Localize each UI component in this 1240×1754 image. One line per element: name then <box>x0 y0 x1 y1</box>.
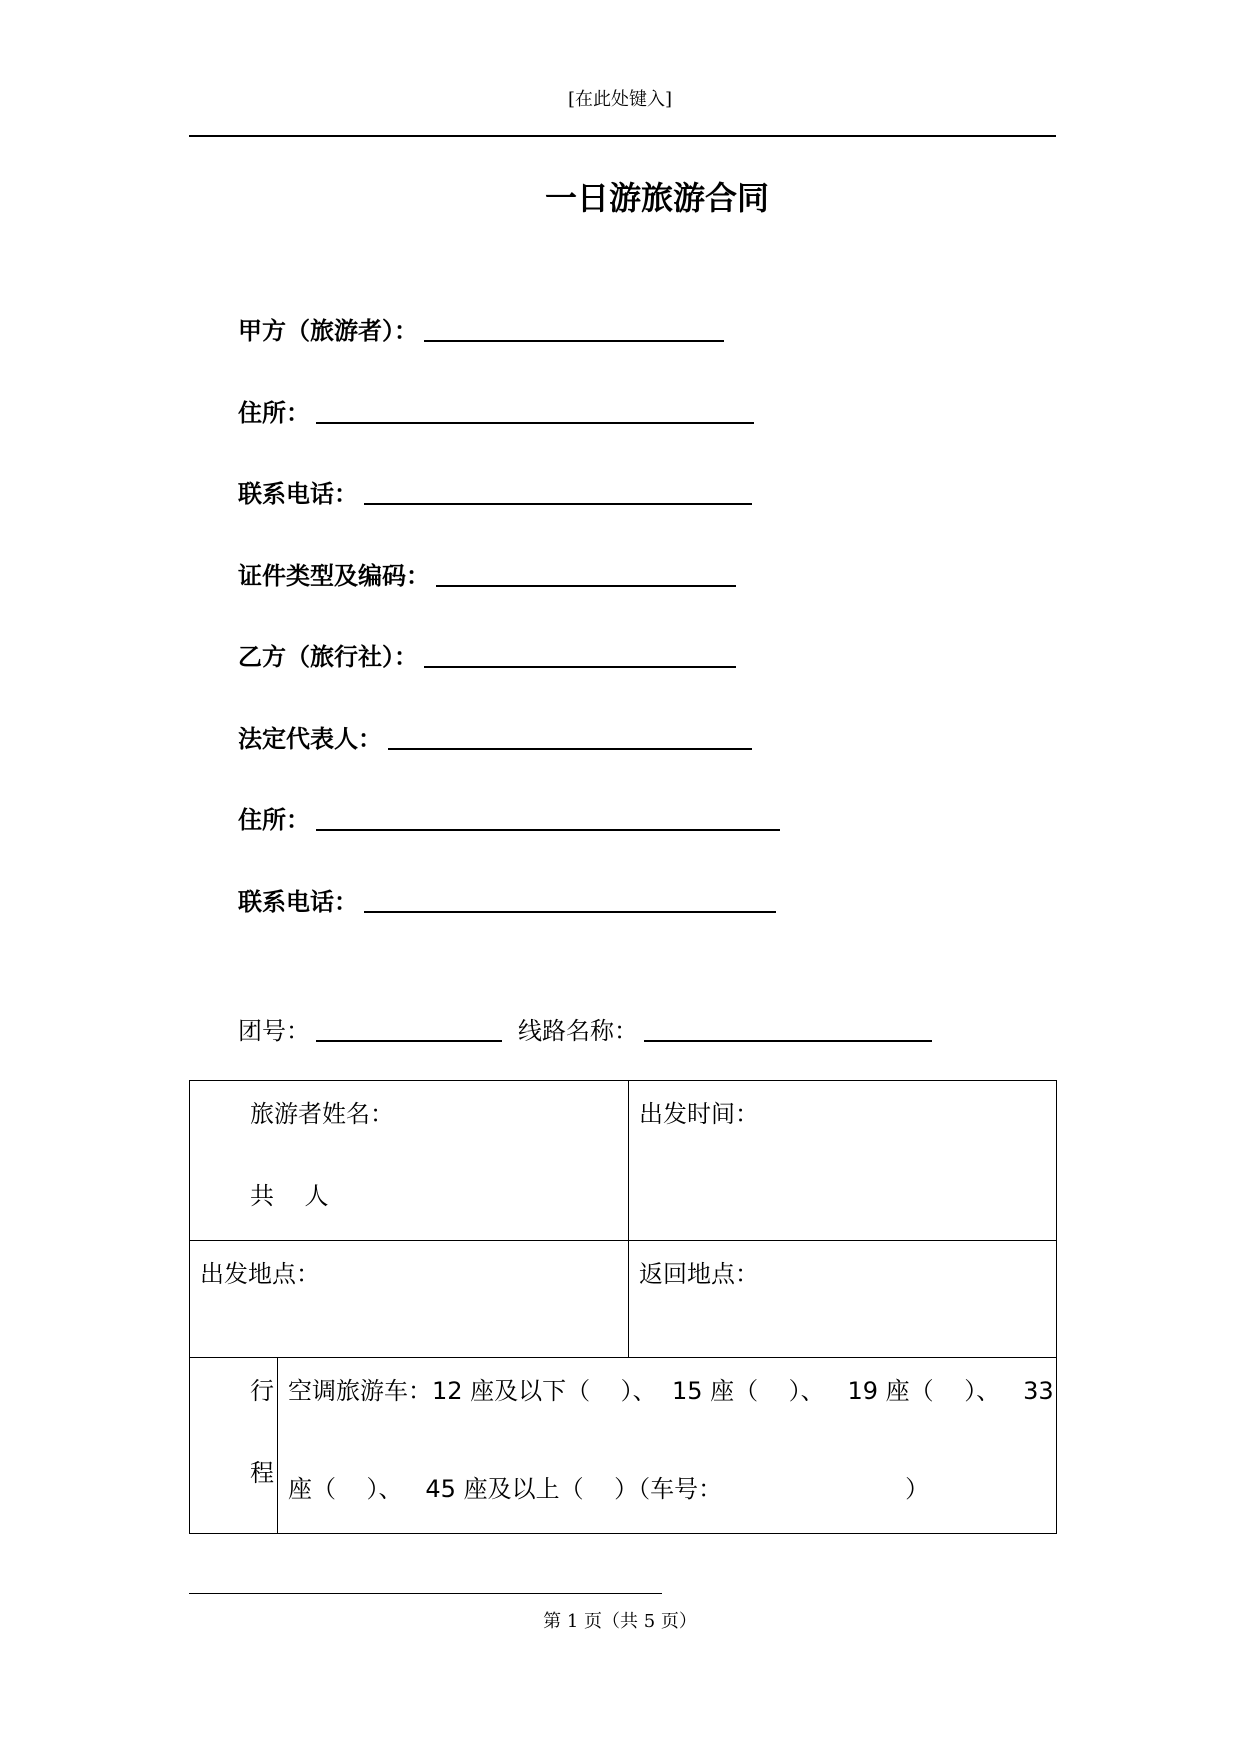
party-a-name-label: 甲方（旅游者）： <box>238 317 418 345</box>
party-a-phone-field <box>238 475 752 509</box>
party-b-phone-label: 联系电话： <box>238 888 358 916</box>
traveler-count-label: 共 人 <box>250 1182 329 1210</box>
depart-time-label: 出发时间： <box>639 1100 759 1128</box>
table-row <box>190 1358 1057 1534</box>
traveler-cell[interactable] <box>190 1081 629 1241</box>
depart-place-cell[interactable] <box>190 1241 629 1358</box>
page-number-text: 第 1 页（共 5 页） <box>543 1611 697 1632</box>
party-a-phone-label: 联系电话： <box>238 480 358 508</box>
route-name-label: 线路名称： <box>518 1017 638 1045</box>
route-name-blank[interactable] <box>644 1040 932 1042</box>
table-row <box>190 1241 1057 1358</box>
party-a-address-label: 住所： <box>238 399 310 427</box>
return-place-label: 返回地点： <box>639 1260 759 1288</box>
party-b-phone-blank[interactable] <box>364 911 776 913</box>
party-a-address-field <box>238 394 754 428</box>
page-header-text: [在此处键入] <box>567 89 673 110</box>
party-b-phone-field <box>238 883 776 917</box>
party-b-name-field <box>238 638 736 672</box>
group-number-blank[interactable] <box>316 1040 502 1042</box>
party-a-name-field <box>238 312 724 346</box>
itinerary-label-char-2: 程 <box>250 1459 274 1487</box>
tour-info-table <box>189 1080 1057 1534</box>
party-b-name-label: 乙方（旅行社）： <box>238 643 418 671</box>
header-divider <box>189 135 1056 137</box>
traveler-name-label: 旅游者姓名： <box>250 1100 394 1128</box>
tour-info-row <box>238 1012 932 1046</box>
party-a-id-blank[interactable] <box>436 585 736 587</box>
depart-time-cell[interactable] <box>629 1081 1057 1241</box>
group-number-label: 团号： <box>238 1017 310 1045</box>
party-b-name-blank[interactable] <box>424 666 736 668</box>
party-b-rep-label: 法定代表人： <box>238 725 382 753</box>
party-a-address-blank[interactable] <box>316 422 754 424</box>
vehicle-options-line-1: 空调旅游车：12 座及以下（ ）、 15 座（ ）、 19 座（ ）、 33 <box>288 1377 1054 1405</box>
itinerary-label-char-1: 行 <box>250 1377 274 1405</box>
vehicle-cell[interactable] <box>278 1358 1057 1534</box>
party-a-id-label: 证件类型及编码： <box>238 562 430 590</box>
table-row <box>190 1081 1057 1241</box>
return-place-cell[interactable] <box>629 1241 1057 1358</box>
party-b-address-blank[interactable] <box>316 829 780 831</box>
itinerary-label-cell <box>190 1358 278 1534</box>
party-a-id-field <box>238 557 736 591</box>
party-a-phone-blank[interactable] <box>364 503 752 505</box>
document-title: 一日游旅游合同 <box>544 179 769 217</box>
party-b-address-field <box>238 801 780 835</box>
footer-divider <box>189 1593 662 1594</box>
depart-place-label: 出发地点： <box>200 1260 320 1288</box>
party-b-rep-field <box>238 720 752 754</box>
party-b-address-label: 住所： <box>238 806 310 834</box>
party-a-name-blank[interactable] <box>424 340 724 342</box>
party-b-rep-blank[interactable] <box>388 748 752 750</box>
vehicle-options-line-2: 座（ ）、 45 座及以上（ ）（车号： ） <box>288 1475 930 1503</box>
